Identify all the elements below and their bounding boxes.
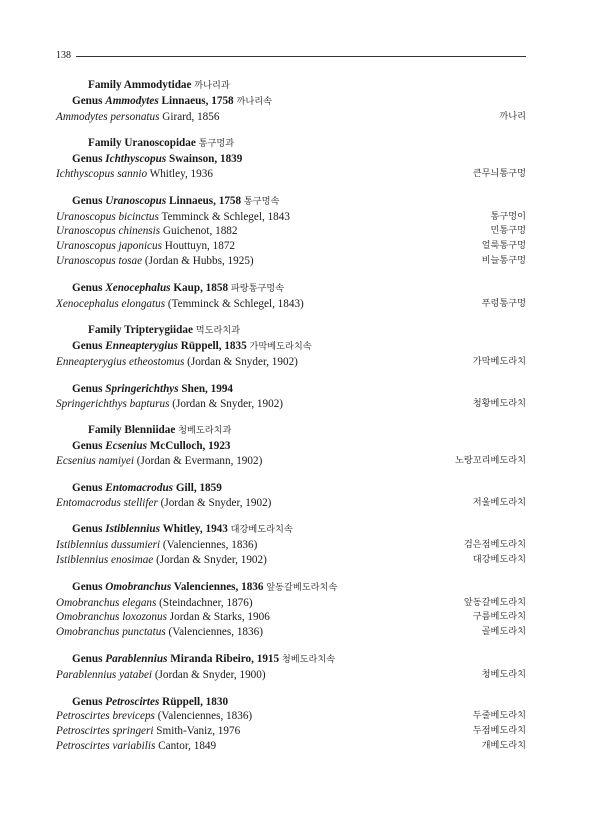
genus-name: Ammodytes <box>105 94 159 107</box>
species-row <box>56 709 526 724</box>
genus-korean-name: 앞동갈베도라치속 <box>266 581 338 593</box>
family-korean-name: 까나리과 <box>194 80 230 91</box>
genus-name: Springerichthys <box>105 382 179 395</box>
species-author: (Temminck & Schlegel, 1843) <box>167 297 304 310</box>
taxon-block <box>56 580 526 640</box>
family-heading <box>56 323 526 339</box>
genus-author: Miranda Ribeiro, 1915 <box>170 652 280 665</box>
genus-name: Omobranchus <box>105 580 172 593</box>
species-korean-name: 가막베도라치 <box>472 355 526 367</box>
header-rule <box>76 56 526 57</box>
species-name: Istiblennius enosimae <box>56 553 154 566</box>
species-author: (Jordan & Snyder, 1902) <box>172 397 284 410</box>
genus-name: Istiblennius <box>105 523 160 536</box>
taxon-block <box>56 423 526 468</box>
species-name: Ecsenius namiyei <box>56 454 134 467</box>
genus-name: Parablennius <box>105 652 168 665</box>
genus-name: Xenocephalus <box>105 281 171 294</box>
species-korean-name: 두줄베도라치 <box>472 710 526 722</box>
taxon-block <box>56 194 526 269</box>
species-row <box>56 610 526 625</box>
genus-heading: Genus Ammodytes Linnaeus, 1758 까나리속 <box>72 94 272 107</box>
species-author: (Jordan & Evermann, 1902) <box>136 454 263 467</box>
species-row <box>56 596 526 611</box>
family-heading <box>56 136 526 152</box>
family-heading <box>56 423 526 439</box>
species-name: Xenocephalus elongatus <box>56 297 166 310</box>
species-name: Petroscirtes variabilis <box>56 739 156 752</box>
species-name: Enneapterygius etheostomus <box>56 355 185 368</box>
species-row <box>56 625 526 640</box>
species-name: Uranoscopus tosae <box>56 254 143 267</box>
taxon-block <box>56 78 526 124</box>
taxon-block <box>56 481 526 511</box>
species-row <box>56 297 526 312</box>
species-row <box>56 110 526 125</box>
family-name: Family Tripterygiidae <box>88 324 193 337</box>
species-author: (Valenciennes, 1836) <box>168 626 263 639</box>
species-korean-name: 노랑꼬리베도라치 <box>454 454 526 466</box>
species-author: Temminck & Schlegel, 1843 <box>161 210 290 223</box>
species-row <box>56 553 526 568</box>
genus-author: Whitley, 1943 <box>162 523 228 536</box>
genus-heading: Genus Springerichthys Shen, 1994 <box>72 382 234 395</box>
genus-author: Linnaeus, 1758 <box>169 194 242 207</box>
species-name: Uranoscopus japonicus <box>56 240 162 253</box>
genus-korean-name: 대강베도라치속 <box>230 524 293 536</box>
genus-heading: Genus Xenocephalus Kaup, 1858 파랑통구멍속 <box>72 281 285 294</box>
species-author: (Jordan & Hubbs, 1925) <box>144 254 254 267</box>
genus-korean-name: 통구멍속 <box>243 195 280 207</box>
genus-heading: Genus Istiblennius Whitley, 1943 대강베도라치속 <box>72 523 293 536</box>
species-korean-name: 검은점베도라치 <box>463 539 526 551</box>
genus-name: Entomacrodus <box>105 481 174 494</box>
genus-author: Gill, 1859 <box>175 481 222 494</box>
species-row <box>56 739 526 754</box>
species-name: Petroscirtes springeri <box>56 725 154 738</box>
family-name: Family Blenniidae <box>88 424 176 437</box>
genus-author: Rüppell, 1830 <box>162 695 229 708</box>
genus-heading: Genus Ichthyscopus Swainson, 1839 <box>72 153 243 166</box>
species-row <box>56 355 526 370</box>
species-author: Whitley, 1936 <box>149 167 213 180</box>
species-korean-name: 푸렁통구멍 <box>481 297 526 309</box>
genus-name: Ecsenius <box>105 440 147 453</box>
species-korean-name: 골베도라치 <box>481 626 526 638</box>
species-row <box>56 167 526 182</box>
species-author: (Valenciennes, 1836) <box>157 710 253 723</box>
species-name: Uranoscopus chinensis <box>56 225 161 238</box>
species-row <box>56 210 526 225</box>
genus-author: Swainson, 1839 <box>168 153 243 166</box>
genus-korean-name: 청베도라치속 <box>281 653 336 665</box>
species-korean-name: 대강베도라치 <box>472 553 526 565</box>
species-name: Uranoscopus bicinctus <box>56 210 159 223</box>
genus-heading: Genus Entomacrodus Gill, 1859 <box>72 481 222 494</box>
species-korean-name: 얼룩통구멍 <box>481 240 526 252</box>
species-name: Ichthyscopus sannio <box>56 167 148 180</box>
genus-heading: Genus Omobranchus Valenciennes, 1836 앞동갈베도라치속 <box>72 580 338 593</box>
species-korean-name: 통구멍이 <box>490 210 526 222</box>
species-row <box>56 496 526 511</box>
genus-heading: Genus Petroscirtes Rüppell, 1830 <box>72 695 229 708</box>
species-row <box>56 239 526 254</box>
genus-heading: Genus Enneapterygius Rüppell, 1835 가막베도라치속 <box>72 340 312 353</box>
species-author: Cantor, 1849 <box>158 739 217 752</box>
genus-korean-name: 가막베도라치속 <box>249 341 312 353</box>
species-author: (Valenciennes, 1836) <box>162 539 258 552</box>
species-row <box>56 224 526 239</box>
species-name: Ammodytes personatus <box>56 110 160 123</box>
family-name: Family Ammodytidae <box>88 79 192 91</box>
genus-author: Rüppell, 1835 <box>180 340 247 353</box>
genus-korean-name: 까나리속 <box>236 95 272 107</box>
species-korean-name: 두점베도라치 <box>472 725 526 737</box>
taxon-block <box>56 652 526 683</box>
genus-author: Kaup, 1858 <box>173 281 229 294</box>
species-korean-name: 저울베도라치 <box>472 496 526 508</box>
species-author: (Jordan & Snyder, 1902) <box>156 553 267 566</box>
genus-name: Petroscirtes <box>105 695 160 708</box>
species-korean-name: 개베도라치 <box>481 739 526 751</box>
species-name: Omobranchus loxozonus <box>56 611 167 624</box>
genus-name: Ichthyscopus <box>105 153 167 166</box>
species-row <box>56 538 526 553</box>
species-name: Parablennius yatabei <box>56 668 153 681</box>
species-korean-name: 구름베도라치 <box>472 611 526 623</box>
family-name: Family Uranoscopidae <box>88 137 196 150</box>
taxon-block <box>56 281 526 312</box>
species-author: Girard, 1856 <box>162 110 220 123</box>
genus-korean-name: 파랑통구멍속 <box>230 282 285 294</box>
species-name: Istiblennius dussumieri <box>56 539 161 552</box>
genus-author: McCulloch, 1923 <box>149 440 231 453</box>
species-korean-name: 청황베도라치 <box>472 397 526 409</box>
species-name: Omobranchus elegans <box>56 596 157 609</box>
species-author: (Jordan & Snyder, 1902) <box>160 496 272 509</box>
page-header <box>56 50 526 62</box>
taxonomy-list <box>56 78 526 766</box>
species-author: (Jordan & Snyder, 1902) <box>187 355 298 368</box>
species-korean-name: 민통구멍 <box>490 225 526 237</box>
species-row <box>56 254 526 269</box>
species-row <box>56 397 526 412</box>
family-korean-name: 먹도라치과 <box>195 325 241 337</box>
genus-author: Linnaeus, 1758 <box>161 94 234 107</box>
species-author: Smith-Vaniz, 1976 <box>156 725 241 738</box>
taxon-block <box>56 695 526 754</box>
species-row <box>56 724 526 739</box>
genus-heading: Genus Ecsenius McCulloch, 1923 <box>72 440 231 453</box>
species-korean-name: 청베도라치 <box>481 668 526 680</box>
genus-author: Valenciennes, 1836 <box>173 580 264 593</box>
family-korean-name: 통구멍과 <box>198 138 235 150</box>
species-author: Jordan & Starks, 1906 <box>169 611 270 624</box>
species-name: Entomacrodus stellifer <box>56 496 158 509</box>
species-name: Omobranchus punctatus <box>56 626 166 639</box>
genus-name: Enneapterygius <box>105 340 178 353</box>
taxon-block <box>56 522 526 567</box>
genus-heading: Genus Uranoscopus Linnaeus, 1758 통구멍속 <box>72 194 280 207</box>
species-korean-name: 까나리 <box>499 110 526 122</box>
family-korean-name: 청베도라치과 <box>178 425 232 437</box>
species-korean-name: 큰무늬통구멍 <box>472 167 526 179</box>
genus-heading: Genus Parablennius Miranda Ribeiro, 1915 청베도라치속 <box>72 652 336 665</box>
species-row <box>56 668 526 683</box>
species-name: Springerichthys bapturus <box>56 397 170 410</box>
species-name: Petroscirtes breviceps <box>56 710 155 723</box>
species-author: (Steindachner, 1876) <box>159 596 253 609</box>
genus-name: Uranoscopus <box>105 194 167 207</box>
taxon-block <box>56 136 526 181</box>
genus-author: Shen, 1994 <box>181 382 234 395</box>
species-korean-name: 앞동갈베도라치 <box>463 596 526 608</box>
taxon-block <box>56 323 526 369</box>
species-author: Houttuyn, 1872 <box>164 240 236 253</box>
page-number: 138 <box>56 50 71 61</box>
family-heading <box>56 78 526 94</box>
species-row <box>56 454 526 469</box>
taxon-block <box>56 382 526 412</box>
species-korean-name: 비늘통구멍 <box>481 254 526 266</box>
species-author: (Jordan & Snyder, 1900) <box>154 668 266 681</box>
species-author: Guichenot, 1882 <box>162 225 238 238</box>
